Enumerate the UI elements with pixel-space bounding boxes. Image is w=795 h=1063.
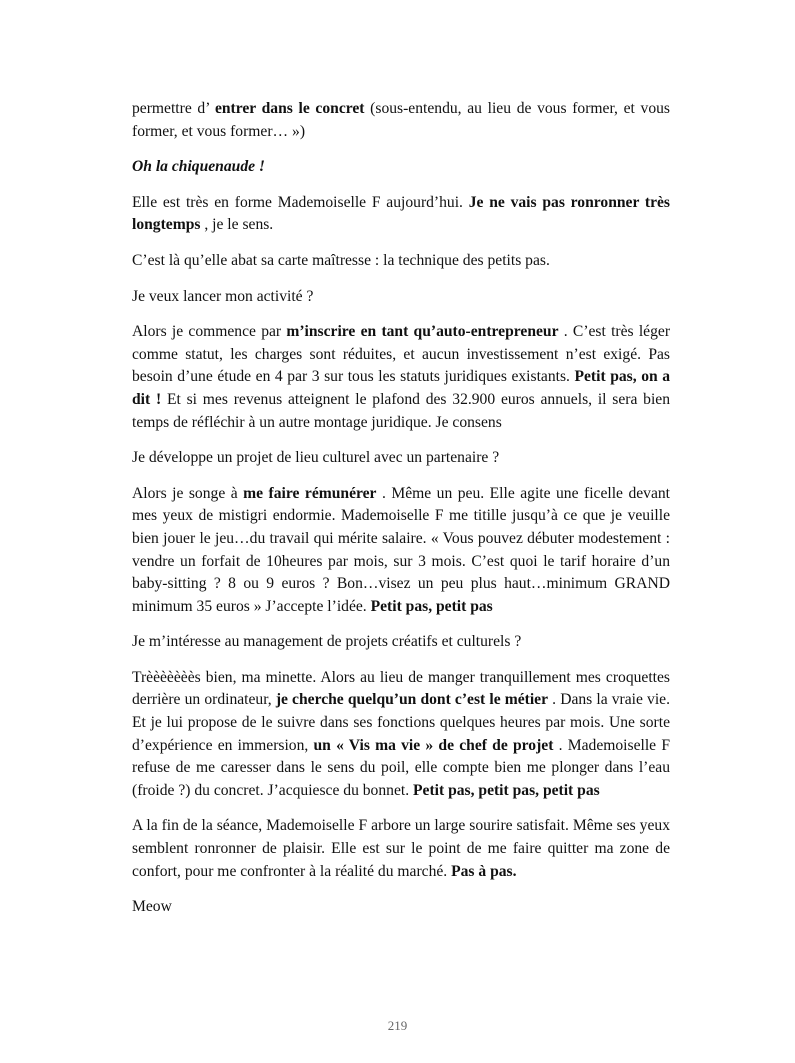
emphasis-text: entrer dans le concret <box>214 100 365 117</box>
text-segment: , je le sens. <box>200 216 274 234</box>
text-segment: Et si mes revenus atteignent le plafond des 32.900 euros annuels, il sera bien temps de réfléchir à un autre montage juridique. Je consens <box>132 390 670 431</box>
paragraph <box>132 815 670 883</box>
text-segment: C’est là qu’elle abat sa carte maîtresse : la technique des petits pas. <box>132 251 550 269</box>
emphasis-text: Petit pas, petit pas, petit pas <box>413 781 600 799</box>
text-segment: (sous-entendu, au lieu de vous former, et vous former, et vous former… ») <box>132 100 670 140</box>
emphasis-text: m’inscrire en tant qu’auto-entrepreneur <box>286 323 559 341</box>
text-segment: . Dans la vraie vie. Et je lui propose de le suivre dans ses fonctions quelques heures par mois. Une sorte d’expérience en immersion, <box>132 691 670 754</box>
emphasis-text: Petit pas, petit pas <box>370 597 493 615</box>
paragraph <box>132 98 670 143</box>
text-segment: Je développe un projet de lieu culturel avec un partenaire ? <box>132 449 500 467</box>
emphasis-text <box>132 158 265 175</box>
paragraph <box>132 286 670 309</box>
text-segment: Trèèèèèèès bien, ma minette. Alors au lieu de manger tranquillement mes croquettes derrière un ordinateur, <box>132 668 670 709</box>
paragraph <box>132 631 670 654</box>
emphasis-text: Pas à pas. <box>451 862 517 880</box>
text-segment: Alors je commence par <box>132 323 287 341</box>
emphasis-text: Je ne vais pas ronronner très longtemps <box>132 193 670 234</box>
paragraph <box>132 447 670 470</box>
emphasis-italic-text: Oh la chiquenaude ! <box>132 158 266 176</box>
page-number: 219 <box>387 1018 408 1033</box>
text-segment: Je m’intéresse au management de projets créatifs et culturels ? <box>132 633 522 651</box>
emphasis-text: Petit pas, on a dit ! <box>132 368 671 408</box>
text-segment: Je veux lancer mon activité ? <box>132 287 314 305</box>
emphasis-text: je cherche quelqu’un dont c’est le métier <box>275 691 549 709</box>
paragraph <box>132 192 670 237</box>
paragraph <box>132 321 670 434</box>
paragraph <box>132 667 670 803</box>
text-segment: Elle est très en forme Mademoiselle F aujourd’hui. <box>132 193 469 211</box>
text-segment: . Même un peu. Elle agite une ficelle devant mes yeux de mistigri endormie. Mademoiselle F me titille jusqu’à ce que je veuille bien jouer le jeu…du travail qui mérite salaire. « Vous pouvez débuter modestement : vendre un forfait de 10heures par mois, sur 3 mois. C’est quoi le tarif horaire d’un baby-sitting ? 8 ou 9 euros ? Bon…visez un peu plus haut…minimum GRAND minimum 35 euros » J’accepte l’idée. <box>132 484 671 615</box>
text-segment: Meow <box>132 898 172 916</box>
emphasis-text: me faire rémunérer <box>243 484 377 502</box>
paragraph <box>132 483 670 619</box>
paragraph <box>132 156 670 179</box>
paragraph <box>132 896 670 919</box>
text-segment: . C’est très léger comme statut, les charges sont réduites, et aucun investissement n’est exigé. Pas besoin d’une étude en 4 par 3 sur tous les statuts juridiques existants. <box>132 323 671 386</box>
text-segment: . Mademoiselle F refuse de me caresser dans le sens du poil, elle compte bien me plonger dans l’eau (froide ?) du concret. J’acquiesce du bonnet. <box>132 736 670 799</box>
paragraph <box>132 250 670 273</box>
text-segment: permettre d’ <box>132 100 215 117</box>
body-text <box>132 98 670 932</box>
text-segment: A la fin de la séance, Mademoiselle F arbore un large sourire satisfait. Même ses yeux semblent ronronner de plaisir. Elle est sur le point de me faire quitter ma zone de confort, pour me confronter à la réalité du marché. <box>132 817 670 880</box>
emphasis-text: un « Vis ma vie » de chef de projet <box>313 736 554 754</box>
text-segment: Alors je songe à <box>132 484 244 502</box>
